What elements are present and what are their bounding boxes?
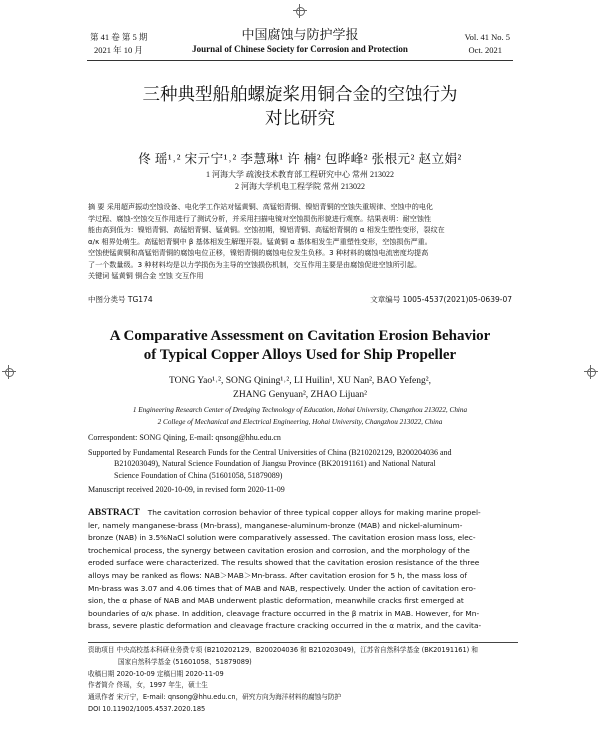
affiliation-cn-1: 1 河海大学 疏浚技术教育部工程研究中心 常州 213022	[206, 170, 394, 179]
abstract-cn-line: α/κ 相界处萌生。高锰铝青铜中 β 基体相发生解理开裂。锰黄铜 α 基体相发生严重塑性变形，空蚀损伤严重。	[88, 236, 432, 246]
title-en-line-1: A Comparative Assessment on Cavitation Erosion Behavior	[109, 328, 491, 344]
correspondent: Correspondent: SONG Qining, E-mail: qnsong@hhu.edu.cn	[88, 433, 281, 442]
title-cn	[0, 83, 600, 131]
abstract-en-line: sion, the α phase of NAB and MAB underwent plastic deformation, meanwhile cracks first emerged at	[88, 596, 464, 606]
affiliation-cn-2: 2 河海大学机电工程学院 常州 213022	[235, 181, 365, 191]
abstract-cn-line: 能由高到低为：镍铝青铜、高锰铝青铜、锰黄铜。空蚀初期，镍铝青铜、高锰铝青铜的 α 相发生塑性变形，裂纹在	[88, 225, 445, 234]
abstract-cn-line: 学过程、腐蚀-空蚀交互作用进行了测试分析，并采用扫描电镜对空蚀损伤形貌进行观察。结果表明：耐空蚀性	[88, 213, 432, 223]
authors-cn: 佟 瑶¹˒² 宋亓宁¹˒² 李慧琳¹ 许 楠² 包晔峰² 张根元² 赵立娟²	[138, 152, 462, 166]
abstract-en-line: trochemical process, the synergy between cavitation erosion and corrosion, and the morphology of the	[88, 545, 470, 555]
abstract-cn	[88, 201, 518, 282]
affiliation-en-1: 1 Engineering Research Center of Dredging Technology of Education, Hohai University, Changzhou 213022, China	[132, 406, 468, 414]
header-journal-en: Journal of Chinese Society for Corrosion and Protection	[192, 44, 408, 54]
support-line-2: B210203049), Natural Science Foundation of Jiangsu Province (BK20191161) and National Natural	[114, 459, 436, 468]
header-volume-en: Vol. 41 No. 5	[464, 32, 510, 42]
abstract-en-heading: ABSTRACT	[88, 508, 140, 518]
abstract-en-line: ler, namely manganese-brass (Mn-brass), manganese-aluminum-bronze (MAB) and nickel-aluminum-	[88, 520, 463, 530]
abstract-en	[88, 507, 518, 633]
affiliations-cn	[0, 169, 600, 192]
affiliation-en-2: 2 College of Mechanical and Electrical Engineering, Hohai University, Changzhou 213022, China	[157, 417, 443, 426]
abstract-en-line: Mn-brass was 3.07 and 4.06 times that of MAB and NAB, respectively. Under the action of cavitation ero-	[88, 583, 476, 593]
abstract-cn-line: 空蚀使锰黄铜和高锰铝青铜的腐蚀电位正移，镍铝青铜的腐蚀电位发生负移。3 种材料的腐蚀电流密度均提高	[88, 248, 429, 257]
document-code-cn: 文章编号 1005-4537(2021)05-0639-07	[370, 295, 512, 304]
authors-en-line-2: ZHANG Genyuan², ZHAO Lijuan²	[233, 390, 367, 400]
footnote-doi: DOI 10.11902/1005.4537.2020.185	[88, 704, 206, 713]
support-line-1: Supported by Fundamental Research Funds for the Central Universities of China (B210202129, B200204036 and	[88, 447, 452, 457]
abstract-en-line: eroded surface were characterized. The results showed that the cavitation erosion resistance of the three	[88, 558, 480, 568]
header-journal-cn: 中国腐蚀与防护学报	[241, 28, 359, 43]
header-rule	[87, 60, 513, 61]
footnote-correspondent: 通讯作者 宋亓宁，E-mail: qnsong@hhu.edu.cn，研究方向为海洋材料的腐蚀与防护	[88, 693, 342, 702]
class-number-cn: 中图分类号 TG174	[88, 295, 153, 304]
abstract-en-line: The cavitation corrosion behavior of three typical copper alloys for making marine propel-	[147, 508, 481, 517]
abstract-en-line: boundaries of α/κ phase. In addition, cleavage fracture occurred in the β matrix in MAB. However, for Mn-	[88, 608, 480, 618]
footnote-dates: 收稿日期 2020-10-09 定稿日期 2020-11-09	[88, 669, 224, 678]
title-en-line-2: of Typical Copper Alloys Used for Ship Propeller	[143, 347, 457, 363]
front-matter-en	[88, 432, 518, 496]
footnote-author-bio: 作者简介 佟瑶，女，1997 年生，硕士生	[88, 681, 208, 690]
keywords-cn: 关键词 锰黄铜 铜合金 空蚀 交互作用	[88, 271, 204, 280]
header-date-cn: 2021 年 10 月	[94, 45, 143, 55]
registration-mark-top	[293, 4, 307, 18]
footnote-funding: 资助项目 中央高校基本科研业务费专项 (B210202129、B200204036 和 B210203049)，江苏省自然科学基金 (BK20191161) 和	[88, 646, 478, 654]
title-en	[0, 327, 600, 365]
header-date-en: Oct. 2021	[468, 45, 502, 55]
footnote-funding-cont: 国家自然科学基金 (51601058、51879089)	[118, 657, 252, 666]
authors-en	[0, 374, 600, 402]
affiliations-en	[0, 405, 600, 428]
authors-en-line-1: TONG Yao¹˒², SONG Qining¹˒², LI Huilin¹, XU Nan², BAO Yefeng²,	[168, 376, 431, 386]
footnote-rule	[88, 642, 518, 643]
abstract-en-line: alloys may be ranked as flows: NAB＞MAB＞Mn-brass. After cavitation erosion for 5 h, the mass loss of	[88, 570, 467, 580]
header-volume-cn: 第 41 卷 第 5 期	[90, 32, 148, 42]
support-line-3: Science Foundation of China (51601058, 51879089)	[114, 470, 283, 480]
abstract-cn-line: 摘 要 采用超声振动空蚀设备、电化学工作站对锰黄铜、高锰铝青铜、镍铝青铜的空蚀失重规律、空蚀中的电化	[88, 202, 434, 211]
footnotes	[88, 645, 528, 716]
abstract-cn-line: 了一个数量级。3 种材料均是以力学损伤为主导的空蚀损伤机制，交互作用主要是由腐蚀促进空蚀所引起。	[88, 259, 422, 269]
title-cn-line-1: 三种典型船舶螺旋桨用铜合金的空蚀行为	[142, 85, 458, 105]
abstract-en-line: bronze (NAB) in 3.5%NaCl solution were comparatively assessed. The cavitation erosion mass loss, elec-	[88, 533, 476, 543]
abstract-en-line: brass, severe plastic deformation and cleavage fracture cracking occurred in the α matrix, and the cavita-	[88, 621, 482, 631]
title-cn-line-2: 对比研究	[265, 109, 335, 129]
manuscript-dates: Manuscript received 2020-10-09, in revised form 2020-11-09	[88, 485, 285, 494]
